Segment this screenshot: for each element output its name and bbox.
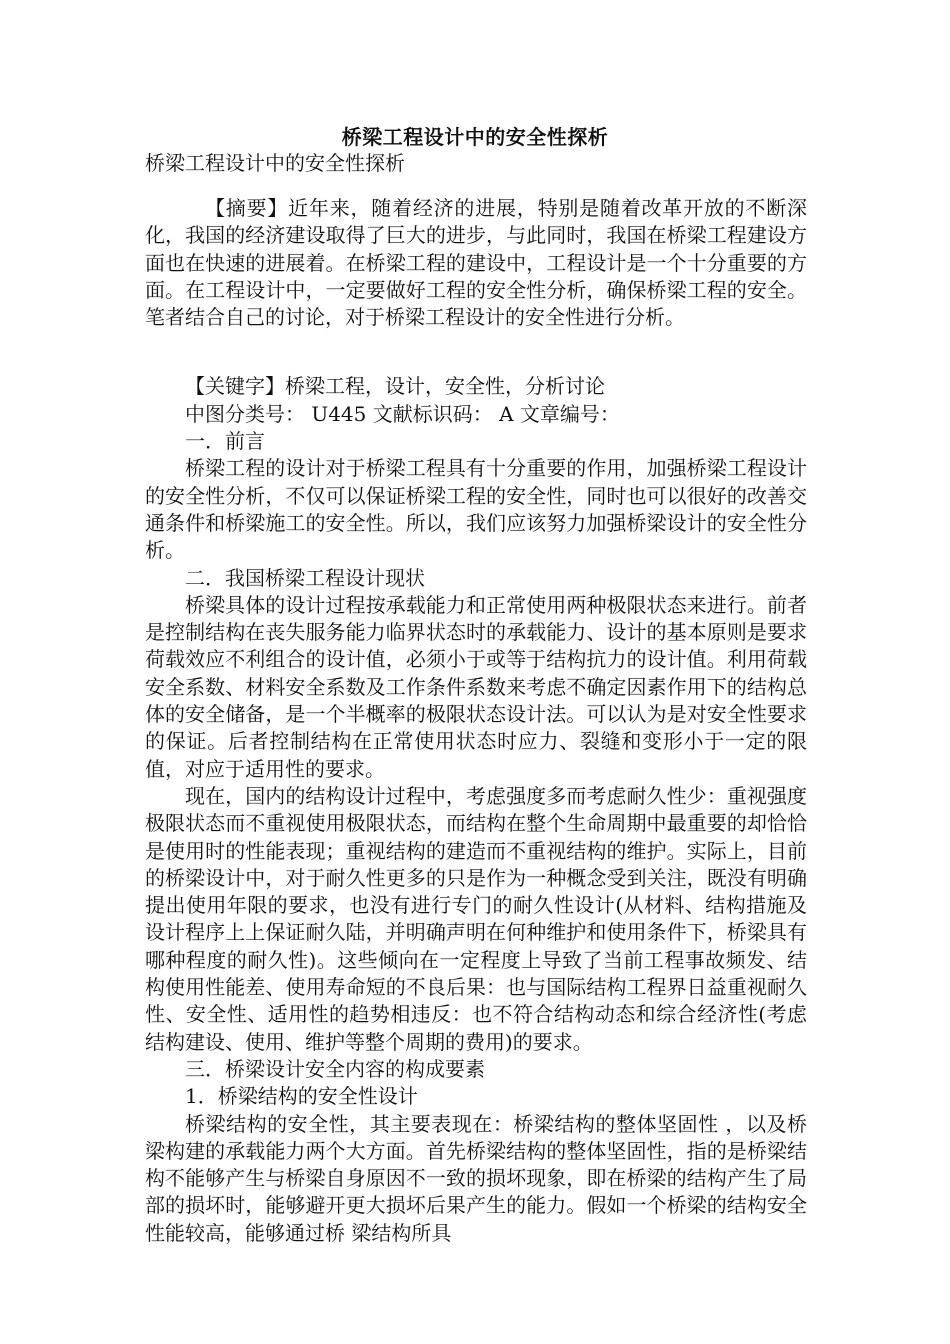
keywords-line: 【关键字】桥梁工程，设计，安全性，分析讨论: [185, 374, 605, 399]
section-heading-safety-elements: 三．桥梁设计安全内容的构成要素: [185, 1056, 485, 1081]
section-heading-current-status: 二．我国桥梁工程设计现状: [185, 565, 425, 590]
structural-safety-paragraph: 桥梁结构的安全性，其主要表现在：桥梁结构的整体坚固性 ，以及桥梁构建的承载能力两个大方面。首先桥梁结构的整体坚固性，指的是桥梁结构不能够产生与桥梁自身原因不一致的损坏现象，即在桥梁的结构产生了局部的损坏时，能够避开更大损坏后果产生的能力。假如一个桥梁的结构安全性能较高，能够通过桥 梁结构所具: [145, 1111, 807, 1245]
document-title: 桥梁工程设计中的安全性探析: [341, 125, 609, 149]
document-body: [145, 195, 807, 1247]
current-status-paragraph-1: 桥梁具体的设计过程按承载能力和正常使用两种极限状态来进行。前者是控制结构在丧失服务能力临界状态时的承载能力、设计的基本原则是要求荷载效应不利组合的设计值，必须小于或等于结构抗力的设计值。利用荷载安全系数、材料安全系数及工作条件系数来考虑不确定因素作用下的结构总体的安全储备，是一个半概率的极限状态设计法。可以认为是对安全性要求的保证。后者控制结构在正常使用状态时应力、裂缝和变形小于一定的限值，对应于适用性的要求。: [145, 592, 807, 781]
classification-line: 中图分类号： U445 文献标识码： A 文章编号：: [185, 401, 620, 426]
preface-paragraph: 桥梁工程的设计对于桥梁工程具有十分重要的作用，加强桥梁工程设计的安全性分析，不仅可以保证桥梁工程的安全性，同时也可以很好的改善交通条件和桥梁施工的安全性。所以，我们应该努力加强桥梁设计的安全性分析。: [145, 456, 807, 563]
document-subtitle: 桥梁工程设计中的安全性探析: [145, 151, 405, 175]
subsection-heading-structural-safety: 1．桥梁结构的安全性设计: [185, 1084, 418, 1109]
current-status-paragraph-2: 现在，国内的结构设计过程中，考虑强度多而考虑耐久性少：重视强度极限状态而不重视使用极限状态，而结构在整个生命周期中最重要的却恰恰是使用时的性能表现；重视结构的建造而不重视结构的维护。实际上，目前的桥梁设计中，对于耐久性更多的只是作为一种概念受到关注，既没有明确提出使用年限的要求，也没有进行专门的耐久性设计(从材料、结构措施及设计程序上上保证耐久陆，并明确声明在何种维护和使用条件下，桥梁具有哪种程度的耐久性)。这些倾向在一定程度上导致了当前工程事故频发、结构使用性能差、使用寿命短的不良后果：也与国际结构工程界日益重视耐久性、安全性、适用性的趋势相违反：也不符合结构动态和综合经济性(考虑结构建设、使用、维护等整个周期的费用)的要求。: [145, 783, 807, 1054]
section-heading-preface: 一．前言: [185, 429, 265, 454]
abstract-paragraph: 【摘要】近年来，随着经济的进展，特别是随着改革开放的不断深化，我国的经济建设取得了巨大的进步，与此同时，我国在桥梁工程建设方面也在快速的进展着。在桥梁工程的建设中，工程设计是一个十分重要的方面。在工程设计中，一定要做好工程的安全性分析，确保桥梁工程的安全。笔者结合自己的讨论，对于桥梁工程设计的安全性进行分析。: [145, 196, 807, 330]
